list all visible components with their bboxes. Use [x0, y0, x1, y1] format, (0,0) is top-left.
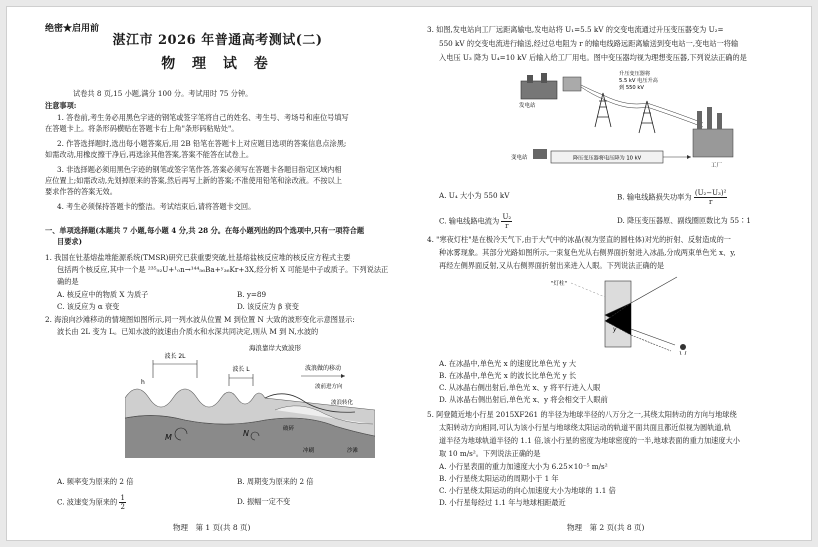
question-5-stem: 道半径为地球轨道半径的 1.1 倍,该小行星的密度为地球密度的一半,地球表面的重力加速度大小 [439, 436, 740, 445]
page-2-column [427, 7, 787, 541]
question-4-option-c[interactable]: C. 从冰晶右侧出射后,单色光 x、y 将平行进入人眼 [439, 383, 601, 392]
fraction-current: $\frac{\text{U₂}}{r}$ [502, 213, 512, 230]
exam-title: 湛江市 2026 年普通高考测试(二) [112, 33, 323, 48]
option-b-text: B. 输电线路损失功率为 [617, 192, 692, 202]
wave-figure [125, 340, 375, 466]
notice-line: 在答题卡上。将条形码横贴在答题卡右上角"条形码粘贴处"。 [45, 124, 239, 133]
label-m: M [165, 433, 172, 442]
question-2-option-d[interactable]: D. 振幅一定不变 [237, 497, 291, 506]
label-wavelength-2l: 波长 2L [164, 353, 186, 360]
question-5-stem: 太阳转动方向相同,可认为该小行星与地球绕太阳运动的轨道平面共面且都近似视为圆轨道,轨 [439, 423, 732, 432]
question-5-option-c[interactable]: C. 小行星绕太阳运动的向心加速度大小为地球的 1.1 倍 [439, 486, 616, 495]
label-h: h [141, 379, 145, 386]
label-step-up: 升压变压器将 [619, 71, 651, 77]
label-wavelength-l: 波长 L [232, 366, 250, 373]
label-factory: 工厂 [711, 163, 723, 169]
question-3-stem: 550 kV 的交变电流进行输送,经过总电阻为 r 的输电线路远距离输送到变电站一,变电站一将输 [439, 39, 739, 48]
question-5-stem: 取 10 m/s²。下列说法正确的是 [439, 449, 541, 458]
question-1-option-d[interactable]: D. 该反应为 β 衰变 [237, 302, 299, 311]
label-light-pillar: "灯柱" [551, 281, 568, 287]
ice-crystal-figure [547, 273, 697, 355]
factory-shape [693, 129, 733, 157]
question-1-stem: 1. 我国在钍基熔盐堆能源系统(TMSR)研究已获重要突破,钍基熔盐核反应堆的核反应方程式主要 [45, 253, 351, 262]
question-4-option-b[interactable]: B. 在冰晶中,单色光 x 的波长比单色光 y 长 [439, 371, 577, 380]
question-2-stem: 波长由 2L 变为 L。已知水波的波速由介质水和水深共同决定,则从 M 到 N,水波的 [57, 327, 319, 336]
question-2-option-c[interactable] [57, 494, 126, 511]
question-4-option-d[interactable]: D. 从冰晶右侧出射后,单色光 x、y 将会相交于人眼前 [439, 395, 608, 404]
question-3-option-a[interactable]: A. U₄ 大小为 550 kV [439, 191, 510, 200]
notice-line: 2. 作答选择题时,选出每小题答案后,用 2B 铅笔在答题卡上对应题目选项的答案信息点涂黑; [57, 139, 347, 148]
question-4-option-a[interactable]: A. 在冰晶中,单色光 x 的速度比单色光 y 大 [439, 359, 577, 368]
question-5-stem: 5. 阿登随近地小行星 2015XF261 的半径为地球半径的八万分之一,其绕太阳转动的方向与地球绕 [427, 410, 737, 419]
power-transmission-figure [507, 67, 739, 171]
notice-line: 如需改动,用橡皮擦干净后,再选涂其他答案,答案不能答在试卷上。 [45, 150, 254, 159]
option-c-text: C. 波速变为原来的 [57, 497, 118, 507]
question-3-option-b[interactable] [617, 189, 727, 206]
label-slope: 波浪转化 [331, 400, 354, 406]
label-step-up-2: 5.5 kV 电压升高 [619, 78, 658, 84]
notice-line: 4. 考生必须保持答题卡的整洁。考试结束后,请将答题卡交回。 [57, 202, 256, 211]
question-2-option-a[interactable]: A. 频率变为原来的 2 倍 [57, 477, 134, 486]
label-sand: 沙滩 [347, 448, 359, 454]
question-5-option-a[interactable]: A. 小行星表面的重力加速度大小为 6.25×10⁻⁵ m/s² [439, 462, 608, 471]
question-3-stem: 入电压 U₃ 降为 U₄=10 kV 后输入给工厂用电。图中变压器均视为理想变压器,下列说法正确的是 [439, 53, 747, 62]
notice-line: 要求作答的答案无效。 [45, 187, 117, 196]
exam-meta: 试卷共 8 页,15 小题,满分 100 分。考试用时 75 分钟。 [73, 89, 253, 98]
question-5-option-d[interactable]: D. 小行星每经过 1.1 年与地球相距最近 [439, 498, 566, 507]
power-station-shape [521, 81, 557, 99]
eye-icon [680, 344, 686, 350]
question-3-stem: 3. 如图,发电站向工厂远距离输电,发电站将 U₁=5.5 kV 的交变电流通过升压变压器变为 U₂= [427, 25, 724, 34]
option-c-text: C. 输电线路电流为 [439, 216, 500, 226]
label-step-up-3: 到 550 kV [619, 85, 644, 91]
label-y: y [613, 326, 617, 333]
question-3-option-d[interactable]: D. 降压变压器原、副线圈匝数比为 55∶1 [617, 216, 751, 225]
page-1-footer: 物理 第 1 页(共 8 页) [173, 523, 251, 532]
exam-subtitle: 物 理 试 卷 [161, 56, 274, 72]
page-2-footer: 物理 第 2 页(共 8 页) [567, 523, 645, 532]
fraction-one-half: $\frac{1}{2}$ [120, 494, 125, 511]
question-4-stem: 再经左侧界面反射,又从右侧界面折射出来进入人眼。下列说法正确的是 [439, 261, 665, 270]
label-station: 发电站 [519, 103, 536, 109]
step-up-transformer [563, 77, 581, 91]
notice-line: 3. 非选择题必须用黑色字迹的钢笔或签字笔作答,答案必须写在答题卡各题目指定区域内相 [57, 165, 342, 174]
question-1-stem: 确的是 [57, 277, 79, 286]
section-heading: 目要求) [57, 237, 82, 246]
exam-paper [6, 6, 812, 541]
label-substation: 变电站 [511, 155, 528, 161]
label-wave-move: 波浪做的移动 [304, 365, 342, 372]
section-heading: 一、单项选择题(本题共 7 小题,每小题 4 分,共 28 分。在每小题列出的四个选项中,只有一项符合题 [45, 226, 365, 235]
label-n: N [243, 429, 249, 438]
question-1-option-a[interactable]: A. 核反应中的物质 X 为质子 [57, 290, 149, 299]
fraction-power-loss: $\frac{\text{(U₂−U₃)²}}{r}$ [694, 189, 727, 206]
secret-label: 绝密★启用前 [45, 24, 100, 34]
question-2-stem: 2. 海浪向沙滩移动的情境图如图所示,同一列水波从位置 M 到位置 N 大致的波形变化示意图显示: [45, 315, 355, 324]
label-step-down: 降压变压器将电压降为 10 kV [572, 155, 642, 162]
question-1-option-b[interactable]: B. y=89 [237, 290, 267, 299]
label-direction: 波前进方向 [315, 384, 343, 390]
page-1-column [45, 7, 390, 541]
question-1-option-c[interactable]: C. 该反应为 α 衰变 [57, 302, 120, 311]
question-1-stem: 包括两个核反应,其中一个是 ²³⁵₉₂U+¹₀n→¹⁴⁴₅₆Ba+ʸ₃₆Kr+3X,经分析 X 可能是中子或质子。下列说法正 [57, 265, 389, 274]
question-3-option-c[interactable] [439, 213, 512, 230]
question-5-option-b[interactable]: B. 小行星绕太阳运动的周期小于 1 年 [439, 474, 559, 483]
notice-line: 1. 答卷前,考生务必用黑色字迹的钢笔或签字笔将自己的姓名、考生号、考场号和座位号填写 [57, 113, 349, 122]
label-surge: 冲刷 [303, 448, 315, 454]
wave-figure-caption: 海浪靠岸大致波形 [249, 344, 301, 352]
notice-line: 应位置上;如需改动,先划掉原来的答案,然后再写上新的答案;不准使用铅笔和涂改液。不按以上 [45, 176, 342, 185]
question-4-stem: 种冰雾现象。其部分光路如图所示,一束复色光从右侧界面折射进入冰晶,分成两束单色光 x、y, [439, 248, 736, 257]
question-4-stem: 4. "寒夜灯柱"是在极冷天气下,由于大气中的冰晶(视为竖直的圆柱体)对光的折射、反射造成的一 [427, 235, 731, 244]
question-2-option-b[interactable]: B. 周期变为原来的 2 倍 [237, 477, 314, 486]
label-x: x [613, 314, 617, 321]
notice-title: 注意事项: [45, 101, 77, 110]
label-break: 破碎 [283, 426, 295, 432]
